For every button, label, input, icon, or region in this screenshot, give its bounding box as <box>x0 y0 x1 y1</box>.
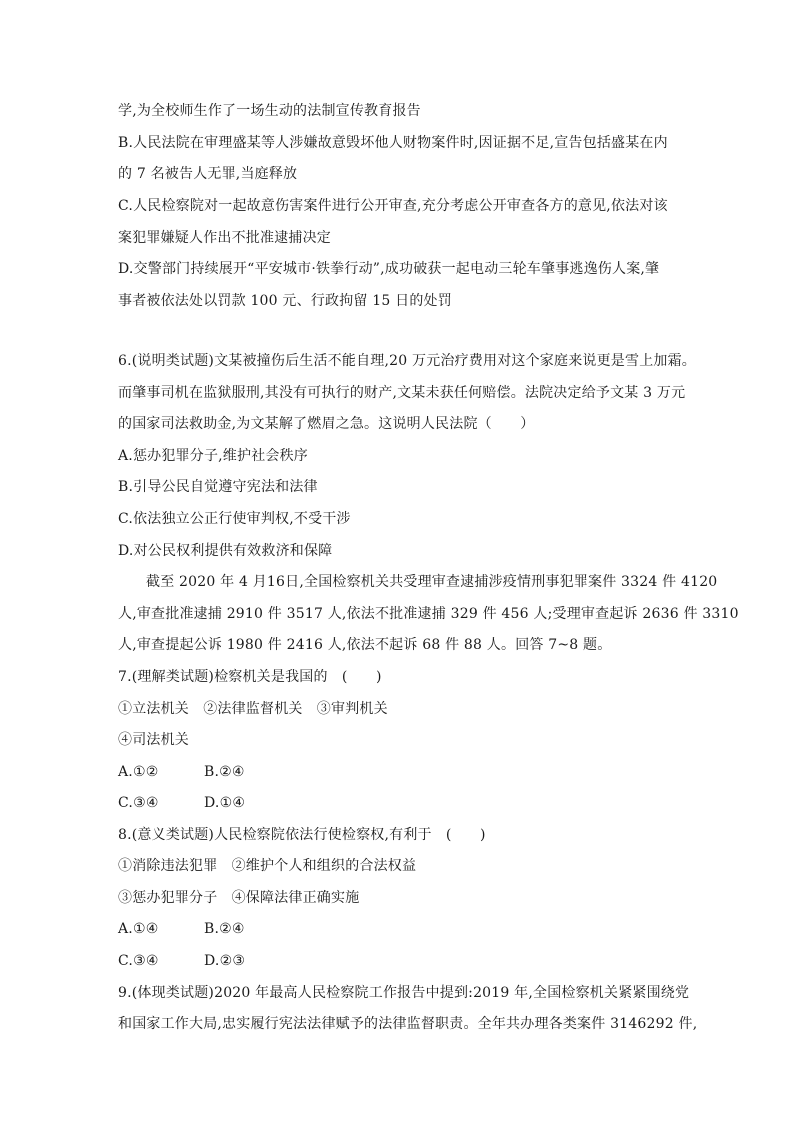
q7-option-d: D.①④ <box>204 795 246 811</box>
q5-option-c-line2: 案犯罪嫌疑人作出不批准逮捕决定 <box>118 230 331 246</box>
q7-option-c: C.③④ <box>118 795 159 811</box>
q8-options-row1 <box>118 919 245 939</box>
q9-stem-line2: 和国家工作大局,忠实履行宪法法律赋予的法律监督职责。全年共办理各类案件 3146292 件, <box>118 1016 698 1032</box>
q7-options-row2 <box>118 793 246 813</box>
q8-option-a: A.①④ <box>118 921 159 937</box>
q9-stem-line1: 9.(体现类试题)2020 年最高人民检察院工作报告中提到:2019 年,全国检察机关紧紧围绕党 <box>118 985 690 1001</box>
material-line2: 人,审查批准逮捕 2910 件 3517 人,依法不批准逮捕 329 件 456 人;受理审查起诉 2636 件 3310 <box>118 606 739 622</box>
q8-option-c: C.③④ <box>118 953 159 969</box>
q7-stem: 7.(理解类试题)检察机关是我国的 ( ) <box>118 669 382 685</box>
q8-stem: 8.(意义类试题)人民检察院依法行使检察权,有利于 ( ) <box>118 827 486 843</box>
q6-option-a: A.惩办犯罪分子,维护社会秩序 <box>118 448 309 464</box>
material-line3: 人,审查提起公诉 1980 件 2416 人,依法不起诉 68 件 88 人。回答 7~8 题。 <box>118 637 612 653</box>
q5-option-b-line2: 的 7 名被告人无罪,当庭释放 <box>118 166 298 182</box>
q7-options-row1 <box>118 762 245 782</box>
q5-option-d-line2: 事者被依法处以罚款 100 元、行政拘留 15 日的处罚 <box>118 293 452 309</box>
q5-continuation: 学,为全校师生作了一场生动的法制宣传教育报告 <box>118 103 421 119</box>
q5-option-c-line1: C.人民检察院对一起故意伤害案件进行公开审查,充分考虑公开审查各方的意见,依法对该 <box>118 198 668 214</box>
q6-option-c: C.依法独立公正行使审判权,不受干涉 <box>118 511 351 527</box>
q8-options-row2 <box>118 951 246 971</box>
q8-items-line1: ①消除违法犯罪 ②维护个人和组织的合法权益 <box>118 858 417 874</box>
q7-option-b: B.②④ <box>204 764 245 780</box>
q7-items-line1: ①立法机关 ②法律监督机关 ③审判机关 <box>118 701 388 717</box>
q7-items-line2: ④司法机关 <box>118 732 189 748</box>
q8-option-b: B.②④ <box>204 921 245 937</box>
material-line1: 截至 2020 年 4 月16日,全国检察机关共受理审查逮捕涉疫情刑事犯罪案件 3324 件 4120 <box>146 574 718 590</box>
q7-option-a: A.①② <box>118 764 159 780</box>
q6-stem-line1: 6.(说明类试题)文某被撞伤后生活不能自理,20 万元治疗费用对这个家庭来说更是雪上加霜。 <box>118 353 696 369</box>
q6-stem-line3: 的国家司法救助金,为文某解了燃眉之急。这说明人民法院（ ） <box>118 416 535 432</box>
q8-option-d: D.②③ <box>204 953 246 969</box>
q5-option-b-line1: B.人民法院在审理盛某等人涉嫌故意毁坏他人财物案件时,因证据不足,宣告包括盛某在内 <box>118 135 668 151</box>
q6-option-b: B.引导公民自觉遵守宪法和法律 <box>118 479 318 495</box>
q5-option-d-line1: D.交警部门持续展开“平安城市·铁拳行动”,成功破获一起电动三轮车肇事逃逸伤人案,肇 <box>118 261 660 277</box>
q6-option-d: D.对公民权利提供有效救济和保障 <box>118 543 333 559</box>
q6-stem-line2: 而肇事司机在监狱服刑,其没有可执行的财产,文某未获任何赔偿。法院决定给予文某 3 万元 <box>118 385 686 401</box>
q8-items-line2: ③惩办犯罪分子 ④保障法律正确实施 <box>118 890 360 906</box>
